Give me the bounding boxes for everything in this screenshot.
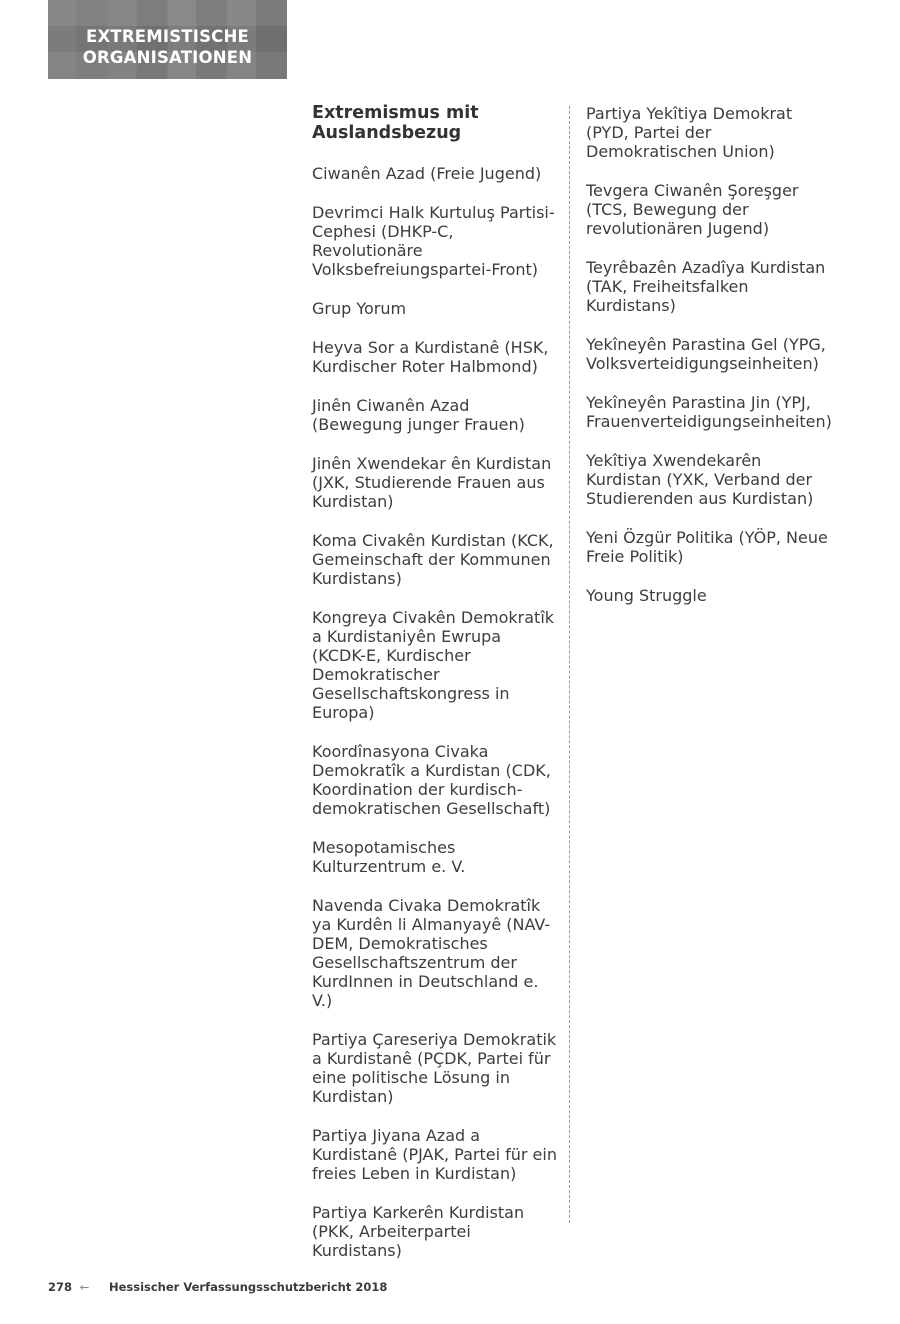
- chapter-title-line-1: EXTREMISTISCHE: [86, 27, 249, 46]
- list-item: Partiya Çareseriya Demokratik a Kurdistanê (PÇDK, Partei für eine politische Lösung in Kurdistan): [312, 1030, 557, 1106]
- list-item: Ciwanên Azad (Freie Jugend): [312, 164, 542, 183]
- list-item: Heyva Sor a Kurdistanê (HSK, Kurdischer Roter Halbmond): [312, 338, 549, 376]
- list-item: Jinên Xwendekar ên Kurdistan (JXK, Studierende Frauen aus Kurdistan): [312, 454, 552, 511]
- list-item: Teyrêbazên Azadîya Kurdistan (TAK, Freiheitsfalken Kurdistans): [586, 258, 826, 315]
- list-item: Jinên Ciwanên Azad (Bewegung junger Frauen): [312, 396, 525, 434]
- list-item: Navenda Civaka Demokratîk ya Kurdên li Almanyayê (NAV-DEM, Demokratisches Gesellschaftszentrum der KurdInnen in Deutschland e. V.): [312, 896, 551, 1010]
- page-number: 278: [48, 1280, 73, 1294]
- list-item: Koordînasyona Civaka Demokratîk a Kurdistan (CDK, Koordination der kurdisch-demokratischen Gesellschaft): [312, 742, 551, 818]
- chapter-title: [48, 26, 287, 68]
- chapter-title-line-2: ORGANISATIONEN: [82, 48, 253, 67]
- list-item: Kongreya Civakên Demokratîk a Kurdistaniyên Ewrupa (KCDK-E, Kurdischer Demokratischer Gesellschaftskongress in Europa): [312, 608, 555, 722]
- list-item: Yekîneyên Parastina Jin (YPJ, Frauenverteidigungseinheiten): [586, 393, 832, 431]
- list-item: Young Struggle: [586, 586, 707, 605]
- publication-title: Hessischer Verfassungsschutzbericht 2018: [108, 1280, 388, 1294]
- list-item: Yeni Özgür Politika (YÖP, Neue Freie Politik): [586, 528, 828, 566]
- list-item: Partiya Jiyana Azad a Kurdistanê (PJAK, Partei für ein freies Leben in Kurdistan): [312, 1126, 557, 1183]
- list-item: Koma Civakên Kurdistan (KCK, Gemeinschaft der Kommunen Kurdistans): [312, 531, 554, 588]
- section-heading: Extremismus mit Auslandsbezug: [312, 103, 479, 143]
- left-column: [312, 103, 558, 1280]
- list-item: Yekîtiya Xwendekarên Kurdistan (YXK, Verband der Studierenden aus Kurdistan): [586, 451, 814, 508]
- list-item: Yekîneyên Parastina Gel (YPG, Volksverteidigungseinheiten): [586, 335, 826, 373]
- list-item: Partiya Karkerên Kurdistan (PKK, Arbeiterpartei Kurdistans): [312, 1203, 525, 1260]
- chapter-header-box: [48, 0, 287, 79]
- list-item: Mesopotamisches Kulturzentrum e. V.: [312, 838, 466, 876]
- column-divider: [569, 106, 570, 1223]
- list-item: Devrimci Halk Kurtuluş Partisi-Cephesi (DHKP-C, Revolutionäre Volksbefreiungspartei-Front): [312, 203, 555, 279]
- right-column: [586, 104, 836, 625]
- back-arrow-icon[interactable]: ←: [79, 1280, 90, 1294]
- list-item: Tevgera Ciwanên Şoreşger (TCS, Bewegung der revolutionären Jugend): [586, 181, 799, 238]
- list-item: Partiya Yekîtiya Demokrat (PYD, Partei der Demokratischen Union): [586, 104, 793, 161]
- page-footer: [48, 1280, 387, 1294]
- list-item: Grup Yorum: [312, 299, 407, 318]
